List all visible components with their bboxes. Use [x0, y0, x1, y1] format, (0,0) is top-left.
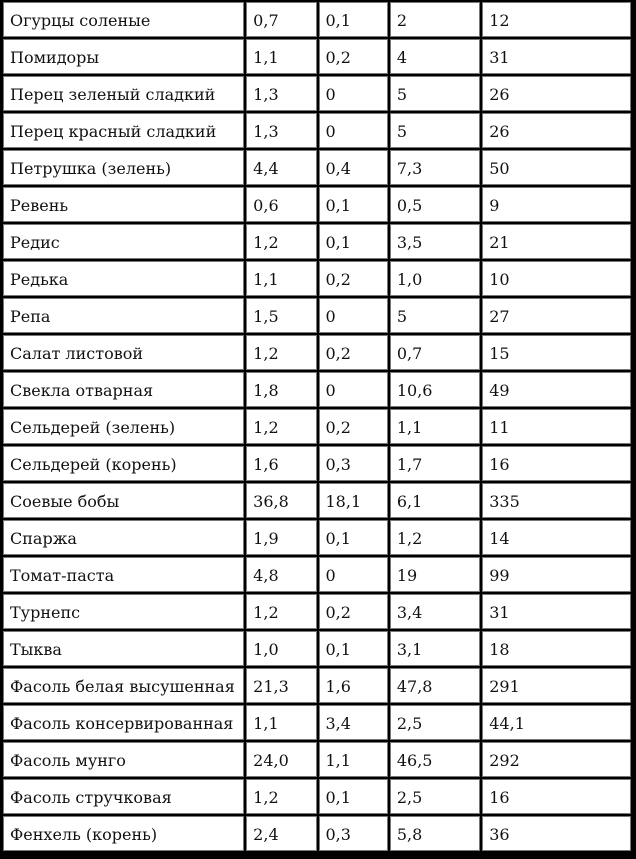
- table-row: [4, 706, 630, 739]
- fat-cell: 0,2: [320, 336, 387, 369]
- protein-cell: 1,9: [247, 521, 315, 554]
- kcal-cell: 44,1: [483, 706, 630, 739]
- kcal-cell: 14: [483, 521, 630, 554]
- carbs-cell: 2,5: [391, 706, 479, 739]
- kcal-cell: 16: [483, 447, 630, 480]
- protein-cell: 1,2: [247, 336, 315, 369]
- food-name-cell: Фасоль консервированная: [4, 706, 243, 739]
- food-name-cell: Сельдерей (корень): [4, 447, 243, 480]
- table-row: [4, 151, 630, 184]
- fat-cell: 0: [320, 299, 387, 332]
- table-row: [4, 669, 630, 702]
- kcal-cell: 36: [483, 817, 630, 850]
- protein-cell: 4,4: [247, 151, 315, 184]
- food-name-cell: Томат-паста: [4, 558, 243, 591]
- table-row: [4, 77, 630, 110]
- carbs-cell: 19: [391, 558, 479, 591]
- carbs-cell: 6,1: [391, 484, 479, 517]
- fat-cell: 0,1: [320, 780, 387, 813]
- protein-cell: 1,1: [247, 262, 315, 295]
- protein-cell: 1,5: [247, 299, 315, 332]
- carbs-cell: 5: [391, 114, 479, 147]
- kcal-cell: 31: [483, 40, 630, 73]
- protein-cell: 36,8: [247, 484, 315, 517]
- kcal-cell: 27: [483, 299, 630, 332]
- table-row: [4, 632, 630, 665]
- kcal-cell: 16: [483, 780, 630, 813]
- fat-cell: 1,1: [320, 743, 387, 776]
- fat-cell: 0,4: [320, 151, 387, 184]
- food-name-cell: Соевые бобы: [4, 484, 243, 517]
- protein-cell: 1,1: [247, 40, 315, 73]
- table-row: [4, 558, 630, 591]
- fat-cell: 0,1: [320, 632, 387, 665]
- food-name-cell: Перец зеленый сладкий: [4, 77, 243, 110]
- food-name-cell: Сельдерей (зелень): [4, 410, 243, 443]
- food-name-cell: Огурцы соленые: [4, 3, 243, 36]
- kcal-cell: 18: [483, 632, 630, 665]
- table-row: [4, 817, 630, 850]
- food-name-cell: Помидоры: [4, 40, 243, 73]
- table-row: [4, 225, 630, 258]
- carbs-cell: 3,1: [391, 632, 479, 665]
- fat-cell: 0,2: [320, 595, 387, 628]
- table-row: [4, 336, 630, 369]
- carbs-cell: 4: [391, 40, 479, 73]
- protein-cell: 1,2: [247, 410, 315, 443]
- protein-cell: 24,0: [247, 743, 315, 776]
- kcal-cell: 292: [483, 743, 630, 776]
- food-name-cell: Петрушка (зелень): [4, 151, 243, 184]
- fat-cell: 0: [320, 77, 387, 110]
- table-row: [4, 410, 630, 443]
- table-row: [4, 484, 630, 517]
- food-name-cell: Ревень: [4, 188, 243, 221]
- carbs-cell: 3,5: [391, 225, 479, 258]
- carbs-cell: 1,0: [391, 262, 479, 295]
- protein-cell: 1,3: [247, 114, 315, 147]
- fat-cell: 1,6: [320, 669, 387, 702]
- fat-cell: 0,3: [320, 447, 387, 480]
- table-row: [4, 114, 630, 147]
- table-row: [4, 743, 630, 776]
- table-row: [4, 188, 630, 221]
- protein-cell: 4,8: [247, 558, 315, 591]
- protein-cell: 1,1: [247, 706, 315, 739]
- protein-cell: 1,2: [247, 595, 315, 628]
- fat-cell: 0,2: [320, 40, 387, 73]
- kcal-cell: 15: [483, 336, 630, 369]
- food-name-cell: Салат листовой: [4, 336, 243, 369]
- protein-cell: 1,0: [247, 632, 315, 665]
- fat-cell: 0,1: [320, 3, 387, 36]
- kcal-cell: 49: [483, 373, 630, 406]
- table-row: [4, 447, 630, 480]
- kcal-cell: 10: [483, 262, 630, 295]
- protein-cell: 0,6: [247, 188, 315, 221]
- table-row: [4, 3, 630, 36]
- carbs-cell: 1,2: [391, 521, 479, 554]
- fat-cell: 0: [320, 558, 387, 591]
- carbs-cell: 2: [391, 3, 479, 36]
- protein-cell: 1,6: [247, 447, 315, 480]
- protein-cell: 1,2: [247, 780, 315, 813]
- food-name-cell: Турнепс: [4, 595, 243, 628]
- carbs-cell: 5: [391, 77, 479, 110]
- protein-cell: 1,2: [247, 225, 315, 258]
- fat-cell: 0,2: [320, 410, 387, 443]
- fat-cell: 0,3: [320, 817, 387, 850]
- carbs-cell: 46,5: [391, 743, 479, 776]
- kcal-cell: 50: [483, 151, 630, 184]
- food-name-cell: Редис: [4, 225, 243, 258]
- carbs-cell: 0,5: [391, 188, 479, 221]
- food-name-cell: Перец красный сладкий: [4, 114, 243, 147]
- carbs-cell: 10,6: [391, 373, 479, 406]
- food-name-cell: Фасоль мунго: [4, 743, 243, 776]
- protein-cell: 0,7: [247, 3, 315, 36]
- carbs-cell: 3,4: [391, 595, 479, 628]
- kcal-cell: 335: [483, 484, 630, 517]
- kcal-cell: 12: [483, 3, 630, 36]
- protein-cell: 1,8: [247, 373, 315, 406]
- carbs-cell: 0,7: [391, 336, 479, 369]
- carbs-cell: 2,5: [391, 780, 479, 813]
- kcal-cell: 26: [483, 77, 630, 110]
- kcal-cell: 26: [483, 114, 630, 147]
- table-row: [4, 595, 630, 628]
- food-name-cell: Редька: [4, 262, 243, 295]
- fat-cell: 3,4: [320, 706, 387, 739]
- food-name-cell: Спаржа: [4, 521, 243, 554]
- food-name-cell: Фасоль белая высушенная: [4, 669, 243, 702]
- fat-cell: 0,2: [320, 262, 387, 295]
- carbs-cell: 1,1: [391, 410, 479, 443]
- protein-cell: 2,4: [247, 817, 315, 850]
- carbs-cell: 47,8: [391, 669, 479, 702]
- fat-cell: 0,1: [320, 521, 387, 554]
- food-name-cell: Фасоль стручковая: [4, 780, 243, 813]
- kcal-cell: 99: [483, 558, 630, 591]
- table-row: [4, 40, 630, 73]
- table-row: [4, 299, 630, 332]
- carbs-cell: 5: [391, 299, 479, 332]
- fat-cell: 0: [320, 373, 387, 406]
- food-name-cell: Репа: [4, 299, 243, 332]
- nutrition-table-body: [4, 3, 630, 850]
- fat-cell: 0,1: [320, 188, 387, 221]
- food-name-cell: Фенхель (корень): [4, 817, 243, 850]
- kcal-cell: 9: [483, 188, 630, 221]
- kcal-cell: 11: [483, 410, 630, 443]
- food-name-cell: Тыква: [4, 632, 243, 665]
- fat-cell: 0,1: [320, 225, 387, 258]
- food-name-cell: Свекла отварная: [4, 373, 243, 406]
- table-row: [4, 262, 630, 295]
- kcal-cell: 291: [483, 669, 630, 702]
- kcal-cell: 21: [483, 225, 630, 258]
- carbs-cell: 7,3: [391, 151, 479, 184]
- fat-cell: 0: [320, 114, 387, 147]
- carbs-cell: 5,8: [391, 817, 479, 850]
- carbs-cell: 1,7: [391, 447, 479, 480]
- protein-cell: 21,3: [247, 669, 315, 702]
- table-row: [4, 521, 630, 554]
- table-row: [4, 373, 630, 406]
- table-row: [4, 780, 630, 813]
- fat-cell: 18,1: [320, 484, 387, 517]
- kcal-cell: 31: [483, 595, 630, 628]
- protein-cell: 1,3: [247, 77, 315, 110]
